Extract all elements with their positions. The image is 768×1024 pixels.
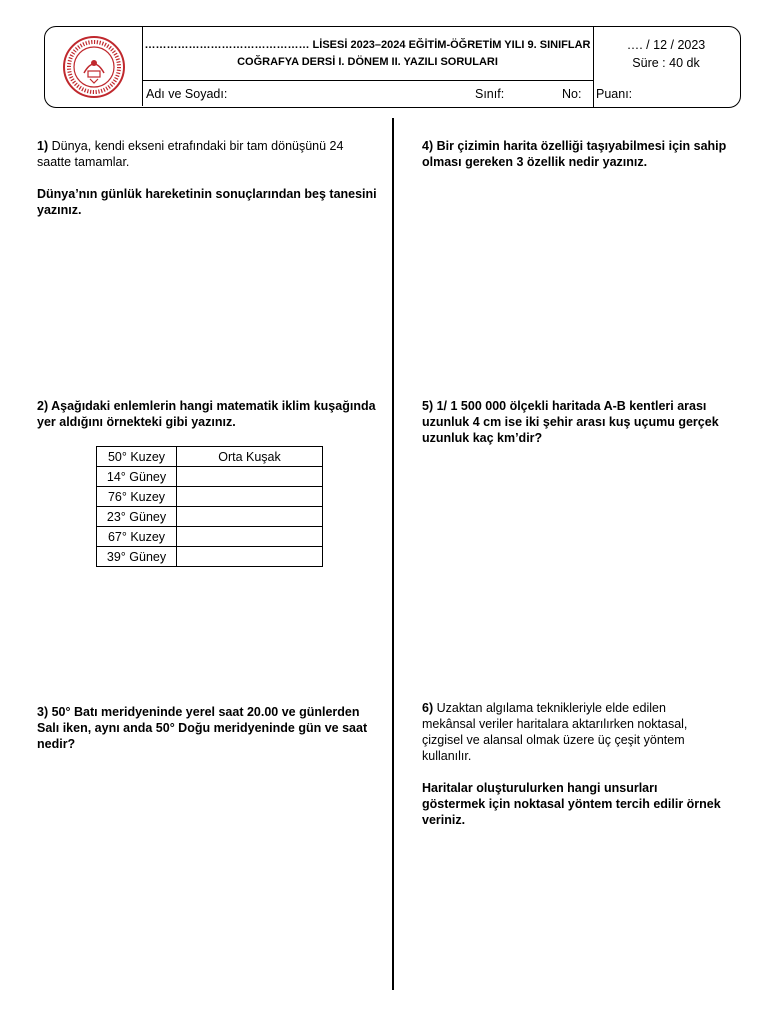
- exam-header: [44, 26, 741, 108]
- student-info-row: [142, 80, 739, 107]
- latitude-cell: 67° Kuzey: [97, 527, 177, 547]
- question-6: [422, 700, 722, 828]
- logo-cell: [45, 27, 143, 106]
- exam-duration: Süre : 40 dk: [632, 55, 700, 70]
- exam-date: …. / 12 / 2023: [626, 37, 706, 52]
- question-6-number: 6): [422, 701, 434, 715]
- zone-answer-cell[interactable]: [177, 467, 323, 487]
- question-5: 5) 1/ 1 500 000 ölçekli haritada A-B kentleri arası uzunluk 4 cm ise iki şehir arası kuş uçumu gerçek uzunluk kaç km’dir?: [422, 399, 719, 445]
- info-separator: [593, 80, 594, 107]
- zone-answer-cell[interactable]: [177, 487, 323, 507]
- table-row: [97, 527, 323, 547]
- zone-answer-cell[interactable]: [177, 547, 323, 567]
- question-1: [37, 138, 377, 218]
- date-duration-cell: [593, 27, 739, 80]
- question-6-intro: Uzaktan algılama teknikleriyle elde edilen mekânsal veriler haritalara aktarılırken noktasal, çizgisel ve alansal olmak üzere üç çeşit yöntem kullanılır.: [422, 701, 688, 763]
- table-row: [97, 487, 323, 507]
- question-1-number: 1): [37, 139, 49, 153]
- meb-seal-icon: [62, 35, 126, 99]
- zone-answer-cell[interactable]: [177, 527, 323, 547]
- name-label[interactable]: Adı ve Soyadı:: [146, 87, 228, 101]
- table-row: [97, 507, 323, 527]
- column-divider: [392, 118, 394, 990]
- table-row: [97, 547, 323, 567]
- table-row: [97, 447, 323, 467]
- question-4: 4) Bir çizimin harita özelliği taşıyabilmesi için sahip olması gereken 3 özellik nedir yazınız.: [422, 139, 727, 169]
- question-3: 3) 50° Batı meridyeninde yerel saat 20.00 ve günlerden Salı iken, aynı anda 50° Doğu meridyeninde gün ve saat nedir?: [37, 705, 368, 751]
- latitude-cell: 39° Güney: [97, 547, 177, 567]
- question-2: 2) Aşağıdaki enlemlerin hangi matematik iklim kuşağında yer aldığını örnekteki gibi yazınız.: [37, 399, 376, 429]
- school-line: ……………………………………… LİSESİ 2023–2024 EĞİTİM-ÖĞRETİM YILI 9. SINIFLAR: [144, 38, 591, 51]
- latitude-cell: 50° Kuzey: [97, 447, 177, 467]
- latitude-cell: 14° Güney: [97, 467, 177, 487]
- question-1-prompt: Dünya’nın günlük hareketinin sonuçlarından beş tanesini yazınız.: [37, 187, 377, 217]
- number-label[interactable]: No:: [562, 87, 582, 101]
- latitude-cell: 23° Güney: [97, 507, 177, 527]
- exam-title: [142, 27, 594, 81]
- question-1-intro: Dünya, kendi ekseni etrafındaki bir tam dönüşünü 24 saatte tamamlar.: [37, 139, 344, 169]
- question-6-prompt: Haritalar oluşturulurken hangi unsurları göstermek için noktasal yöntem tercih edilir örnek veriniz.: [422, 781, 721, 827]
- class-label[interactable]: Sınıf:: [475, 87, 505, 101]
- table-row: [97, 467, 323, 487]
- climate-zone-table: [96, 446, 323, 567]
- score-label: Puanı:: [596, 87, 633, 101]
- latitude-cell: 76° Kuzey: [97, 487, 177, 507]
- zone-cell: Orta Kuşak: [177, 447, 323, 467]
- zone-answer-cell[interactable]: [177, 507, 323, 527]
- exam-line: COĞRAFYA DERSİ I. DÖNEM II. YAZILI SORULARI: [237, 55, 498, 68]
